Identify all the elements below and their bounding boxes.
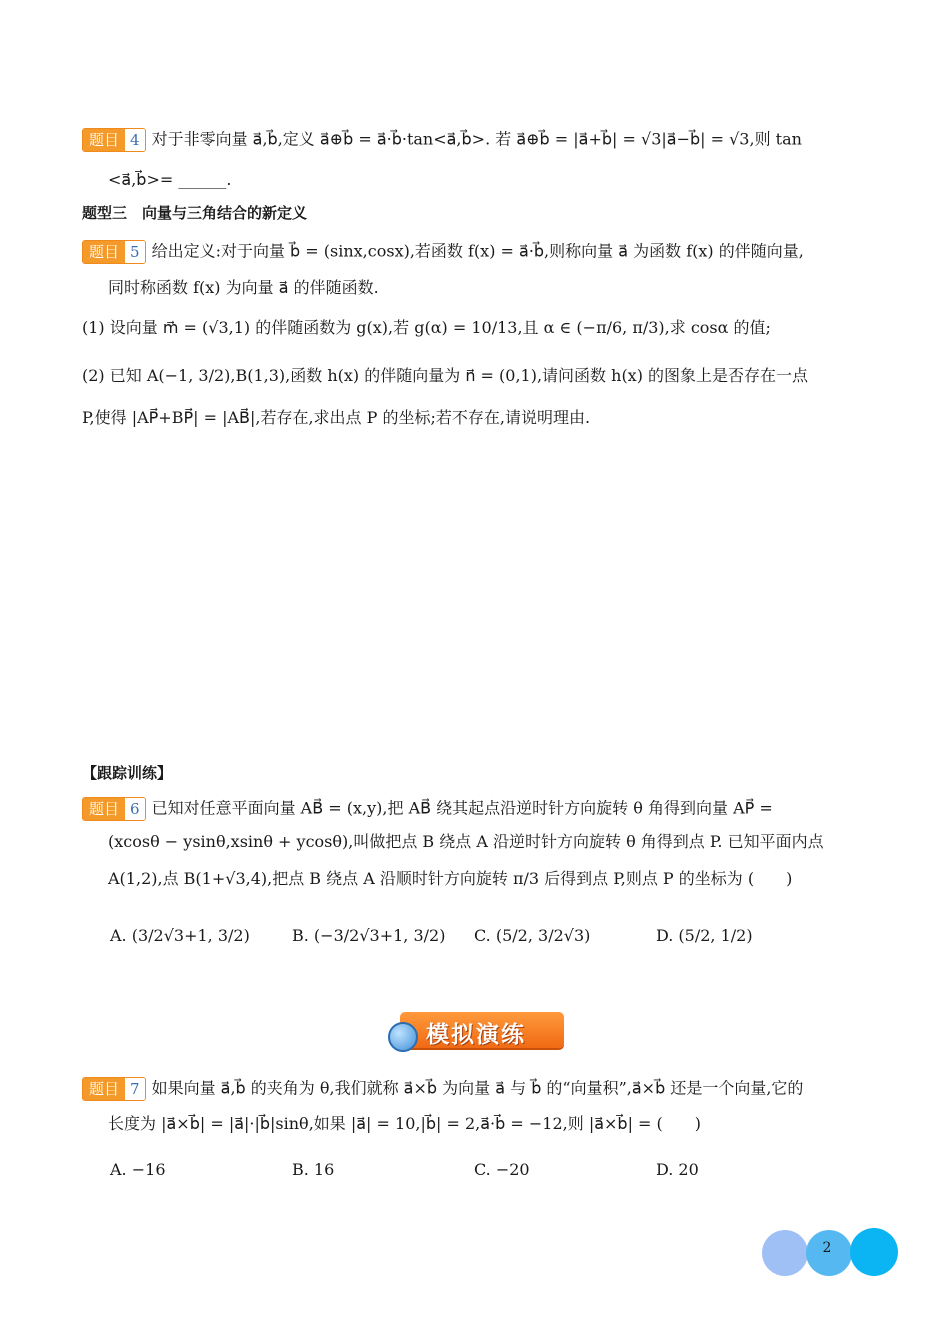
q6-option-b[interactable]: B. (−3/2√3+1, 3/2) — [292, 926, 446, 945]
q7-option-b[interactable]: B. 16 — [292, 1160, 335, 1179]
q6-line2: (xcosθ − ysinθ,xsinθ + ycosθ),叫做把点 B 绕点 A 沿逆时针方向旋转 θ 角得到点 P. 已知平面内点 — [108, 832, 824, 851]
question-badge: 题目 6 — [82, 797, 146, 821]
question-badge: 题目 5 — [82, 240, 146, 264]
practice-banner — [388, 1008, 564, 1052]
q6-line3: A(1,2),点 B(1+√3,4),把点 B 绕点 A 沿顺时针方向旋转 π/3 后得到点 P,则点 P 的坐标为 ( ) — [108, 869, 793, 888]
question-badge: 题目 7 — [82, 1077, 146, 1101]
section-heading: 题型三 向量与三角结合的新定义 — [82, 204, 308, 222]
q5-part2a: (2) 已知 A(−1, 3/2),B(1,3),函数 h(x) 的伴随向量为 n⃗ = (0,1),请问函数 h(x) 的图象上是否存在一点 — [82, 366, 809, 385]
q6-option-d[interactable]: D. (5/2, 1/2) — [656, 926, 753, 945]
q7-option-a[interactable]: A. −16 — [110, 1160, 166, 1179]
question-badge: 题目 4 — [82, 128, 146, 152]
q7-line2: 长度为 |a⃗×b⃗| = |a⃗|·|b⃗|sinθ,如果 |a⃗| = 10,|b⃗| = 2,a⃗·b⃗ = −12,则 |a⃗×b⃗| = ( ) — [108, 1114, 702, 1133]
page-dot-left — [762, 1230, 808, 1276]
q7-option-c[interactable]: C. −20 — [474, 1160, 530, 1179]
q7-line1: 题目 7 如果向量 a⃗,b⃗ 的夹角为 θ,我们就称 a⃗×b⃗ 为向量 a⃗ 与 b⃗ 的“向量积”,a⃗×b⃗ 还是一个向量,它的 — [82, 1077, 803, 1101]
banner-ribbon: 模拟演练 — [400, 1012, 564, 1048]
q4-line2: <a⃗,b⃗>= ______. — [108, 170, 232, 189]
q4-line1: 题目 4 对于非零向量 a⃗,b⃗,定义 a⃗⊕b⃗ = a⃗·b⃗·tan<a⃗,b⃗>. 若 a⃗⊕b⃗ = |a⃗+b⃗| = √3|a⃗−b⃗| = √3,则 tan — [82, 128, 802, 152]
q7-option-d[interactable]: D. 20 — [656, 1160, 699, 1179]
q5-line1: 题目 5 给出定义:对于向量 b⃗ = (sinx,cosx),若函数 f(x) = a⃗·b⃗,则称向量 a⃗ 为函数 f(x) 的伴随向量, — [82, 240, 804, 264]
page-dot-right — [850, 1228, 898, 1276]
q6-line1: 题目 6 已知对任意平面向量 AB⃗ = (x,y),把 AB⃗ 绕其起点沿逆时针方向旋转 θ 角得到向量 AP⃗ = — [82, 797, 773, 821]
page-number: 2 — [822, 1240, 832, 1256]
q5-line2: 同时称函数 f(x) 为向量 a⃗ 的伴随函数. — [108, 278, 379, 297]
q5-part1: (1) 设向量 m⃗ = (√3,1) 的伴随函数为 g(x),若 g(α) = 10/13,且 α ∈ (−π/6, π/3),求 cosα 的值; — [82, 318, 771, 337]
globe-icon — [388, 1022, 418, 1052]
q6-option-c[interactable]: C. (5/2, 3/2√3) — [474, 926, 591, 945]
training-heading: 【跟踪训练】 — [82, 764, 173, 782]
q5-part2b: P,使得 |AP⃗+BP⃗| = |AB⃗|,若存在,求出点 P 的坐标;若不存在,请说明理由. — [82, 408, 591, 427]
q6-option-a[interactable]: A. (3/2√3+1, 3/2) — [110, 926, 250, 945]
